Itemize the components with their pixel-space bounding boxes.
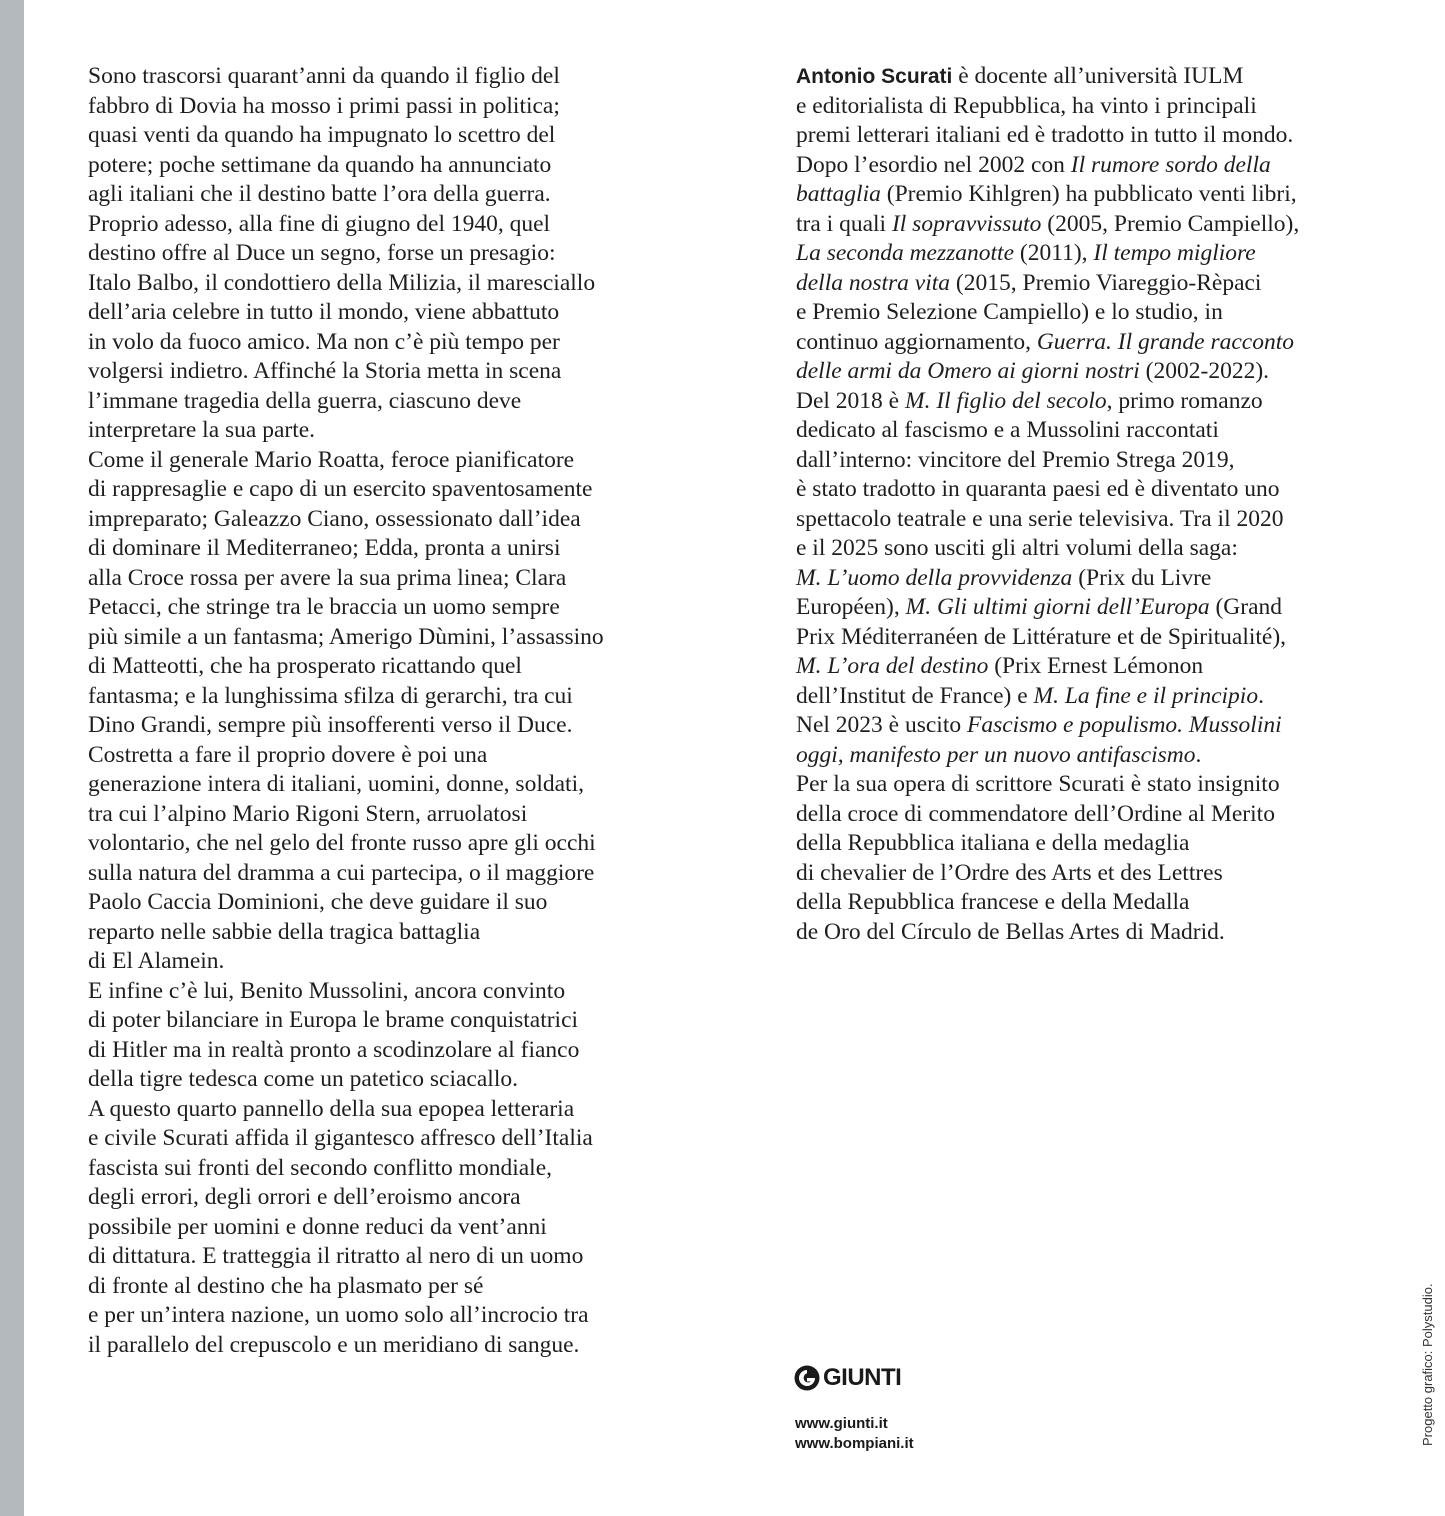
bio-line [796, 180, 1396, 210]
synopsis-line: il parallelo del crepuscolo e un meridiano di sangue. [88, 1331, 580, 1358]
synopsis-line: volontario, che nel gelo del fronte russo apre gli occhi [88, 830, 596, 856]
bio-line [796, 475, 1396, 505]
synopsis-line: di El Alamein. [88, 948, 225, 974]
synopsis-line: degli errori, degli orrori e dell’eroismo ancora [88, 1184, 521, 1210]
book-title: battaglia [796, 181, 881, 207]
synopsis-line: fantasma; e la lunghissima sfilza di gerarchi, tra cui [88, 682, 573, 709]
synopsis-line: Dino Grandi, sempre più insofferenti verso il Duce. [88, 712, 573, 738]
bio-text: (2015, Premio Viareggio-Rèpaci [950, 269, 1262, 296]
book-title: Guerra. Il grande racconto [1036, 328, 1294, 355]
synopsis-line: destino offre al Duce un segno, forse un presagio: [88, 240, 556, 266]
bio-line [796, 770, 1396, 800]
bio-line [796, 269, 1396, 299]
bio-text: dall’interno: vincitore del Premio Strega 2019, [796, 446, 1235, 473]
synopsis-line: potere; poche settimane da quando ha annunciato [88, 151, 552, 178]
synopsis-line: dell’aria celebre in tutto il mondo, viene abbattuto [88, 299, 560, 325]
synopsis-line: E infine c’è lui, Benito Mussolini, ancora convinto [88, 977, 566, 1004]
bio-text: (Grand [1209, 594, 1283, 620]
synopsis-line: quasi venti da quando ha impugnato lo scettro del [88, 122, 556, 148]
bio-text: (Prix Ernest Lémonon [988, 653, 1204, 679]
bio-text: e Premio Selezione Campiello) e lo studio, in [796, 299, 1223, 325]
bio-line [796, 92, 1396, 122]
synopsis-line: e per un’intera nazione, un uomo solo all’incrocio tra [88, 1302, 589, 1328]
book-title: Fascismo e populismo. Mussolini [967, 712, 1282, 738]
bio-line [796, 682, 1396, 712]
bio-line [796, 859, 1396, 889]
bio-text: spettacolo teatrale e una serie televisiva. Tra il 2020 [796, 505, 1284, 532]
synopsis-line: Italo Balbo, il condottiero della Milizia, il maresciallo [88, 269, 596, 296]
bio-text: tra i quali [796, 210, 892, 237]
synopsis-line: di dominare il Mediterraneo; Edda, pronta a unirsi [88, 535, 561, 561]
bio-line [796, 151, 1396, 181]
synopsis-line: di rappresaglie e capo di un esercito spaventosamente [88, 476, 593, 502]
bio-line [796, 357, 1396, 387]
bio-text: (2002-2022). [1139, 358, 1270, 384]
bio-text: Prix Méditerranéen de Littérature et de Spiritualité), [796, 623, 1287, 650]
book-title: Il sopravvissuto [891, 210, 1042, 237]
bio-line [796, 328, 1396, 358]
bio-text: della croce di commendatore dell’Ordine al Merito [796, 800, 1275, 827]
book-title: della nostra vita [796, 269, 951, 296]
bio-line [796, 298, 1396, 328]
book-title: M. Il figlio del secolo [905, 387, 1107, 414]
synopsis-line: della tigre tedesca come un patetico sciacallo. [88, 1066, 518, 1092]
synopsis-line: in volo da fuoco amico. Ma non c’è più tempo per [88, 328, 560, 355]
bio-text: dedicato al fascismo e a Mussolini raccontati [796, 417, 1219, 443]
bio-line [796, 711, 1396, 741]
bio-text: e editorialista di Repubblica, ha vinto i principali [796, 92, 1257, 119]
bio-text: (2011), [1014, 240, 1094, 266]
synopsis-column [88, 62, 708, 1360]
bio-text: (2005, Premio Campiello), [1041, 210, 1300, 237]
bio-line [796, 800, 1396, 830]
synopsis-line: Come il generale Mario Roatta, feroce pianificatore [88, 446, 575, 473]
synopsis-line: Petacci, che stringe tra le braccia un uomo sempre [88, 594, 560, 620]
synopsis-line: interpretare la sua parte. [88, 417, 316, 443]
synopsis-line: e civile Scurati affida il gigantesco affresco dell’Italia [88, 1125, 593, 1151]
synopsis-line: alla Croce rossa per avere la sua prima linea; Clara [88, 564, 567, 591]
bio-text: dell’Institut de France) e [796, 682, 1034, 709]
synopsis-line: impreparato; Galeazzo Ciano, ossessionato dall’idea [88, 505, 581, 532]
synopsis-line: fascista sui fronti del secondo conflitto mondiale, [88, 1154, 553, 1181]
synopsis-line: possibile per uomini e donne reduci da vent’anni [88, 1213, 547, 1240]
giunti-logo-icon [794, 1365, 820, 1391]
synopsis-line: A questo quarto pannello della sua epopea letteraria [88, 1095, 575, 1122]
publisher-urls [795, 1414, 914, 1454]
bio-text: Européen), [796, 594, 906, 620]
synopsis-line: più simile a un fantasma; Amerigo Dùmini, l’assassino [88, 623, 604, 650]
synopsis-line: di fronte al destino che ha plasmato per sé [88, 1272, 484, 1299]
bio-line [796, 593, 1396, 623]
synopsis-line: di poter bilanciare in Europa le brame conquistatrici [88, 1007, 579, 1033]
back-cover-page [24, 0, 1445, 1516]
bio-text: , primo romanzo [1106, 387, 1263, 414]
bio-line [796, 416, 1396, 446]
bio-text: Dopo l’esordio nel 2002 con [796, 151, 1071, 178]
book-title: M. Gli ultimi giorni dell’Europa [905, 594, 1210, 620]
author-name: Antonio Scurati [796, 65, 953, 88]
bio-text: Del 2018 è [796, 387, 905, 414]
bio-line [796, 239, 1396, 269]
synopsis-line: Paolo Caccia Dominioni, che deve guidare il suo [88, 889, 548, 915]
bio-text: premi letterari italiani ed è tradotto in tutto il mondo. [796, 122, 1294, 148]
synopsis-line: Proprio adesso, alla fine di giugno del 1940, quel [88, 210, 551, 237]
bio-line [796, 918, 1396, 948]
bio-line [796, 387, 1396, 417]
author-bio-column [796, 62, 1396, 947]
bio-line [796, 829, 1396, 859]
bio-line [796, 62, 1396, 92]
book-title: M. L’uomo della provvidenza [796, 564, 1073, 591]
synopsis-line: di dittatura. E tratteggia il ritratto al nero di un uomo [88, 1243, 584, 1269]
url-giunti[interactable]: www.giunti.it [795, 1415, 888, 1432]
publisher-name: GIUNTI [823, 1364, 902, 1391]
book-title: La seconda mezzanotte [796, 240, 1015, 266]
bio-text: è docente all’università IULM [952, 63, 1244, 89]
synopsis-line: Sono trascorsi quarant’anni da quando il figlio del [88, 63, 560, 89]
bio-text: Per la sua opera di scrittore Scurati è stato insignito [796, 771, 1280, 797]
bio-text: della Repubblica francese e della Medalla [796, 889, 1190, 915]
synopsis-line: fabbro di Dovia ha mosso i primi passi in politica; [88, 92, 560, 119]
book-title: Il tempo migliore [1093, 240, 1256, 266]
synopsis-line: l’immane tragedia della guerra, ciascuno deve [88, 387, 522, 414]
bio-line [796, 210, 1396, 240]
book-title: oggi, manifesto per un nuovo antifascismo [796, 741, 1196, 768]
bio-text: della Repubblica italiana e della medaglia [796, 830, 1190, 856]
book-title: delle armi da Omero ai giorni nostri [796, 358, 1140, 384]
bio-line [796, 564, 1396, 594]
bio-text: . [1195, 741, 1202, 768]
design-credit: Progetto grafico: Polystudio. [1420, 1283, 1435, 1446]
bio-text: . [1258, 682, 1264, 709]
bio-text: e il 2025 sono usciti gli altri volumi della saga: [796, 535, 1238, 561]
publisher-logo [794, 1364, 901, 1392]
bio-line [796, 888, 1396, 918]
synopsis-line: di Hitler ma in realtà pronto a scodinzolare al fianco [88, 1036, 580, 1063]
book-title: M. La fine e il principio [1033, 682, 1259, 709]
bio-line [796, 446, 1396, 476]
url-bompiani[interactable]: www.bompiani.it [795, 1435, 914, 1452]
synopsis-line: reparto nelle sabbie della tragica battaglia [88, 918, 481, 945]
synopsis-line: tra cui l’alpino Mario Rigoni Stern, arruolatosi [88, 800, 528, 827]
bio-line [796, 652, 1396, 682]
bio-line [796, 505, 1396, 535]
book-title: M. L’ora del destino [796, 653, 989, 679]
bio-line [796, 623, 1396, 653]
bio-text: è stato tradotto in quaranta paesi ed è diventato uno [796, 476, 1280, 502]
bio-text: de Oro del Círculo de Bellas Artes di Madrid. [796, 918, 1225, 945]
bio-text: (Premio Kihlgren) ha pubblicato venti libri, [880, 181, 1297, 207]
bio-text: continuo aggiornamento, [796, 328, 1037, 355]
synopsis-line: Costretta a fare il proprio dovere è poi una [88, 741, 488, 768]
synopsis-line: agli italiani che il destino batte l’ora della guerra. [88, 181, 551, 207]
bio-line [796, 534, 1396, 564]
synopsis-line: di Matteotti, che ha prosperato ricattando quel [88, 653, 522, 679]
book-title: Il rumore sordo della [1070, 151, 1271, 178]
bio-text: (Prix du Livre [1072, 564, 1212, 591]
bio-line [796, 741, 1396, 771]
bio-text: di chevalier de l’Ordre des Arts et des Lettres [796, 859, 1223, 886]
synopsis-line: sulla natura del dramma a cui partecipa, o il maggiore [88, 859, 595, 886]
bio-line [796, 121, 1396, 151]
synopsis-line: generazione intera di italiani, uomini, donne, soldati, [88, 771, 584, 797]
bio-text: Nel 2023 è uscito [796, 712, 967, 738]
synopsis-line: volgersi indietro. Affinché la Storia metta in scena [88, 358, 562, 384]
